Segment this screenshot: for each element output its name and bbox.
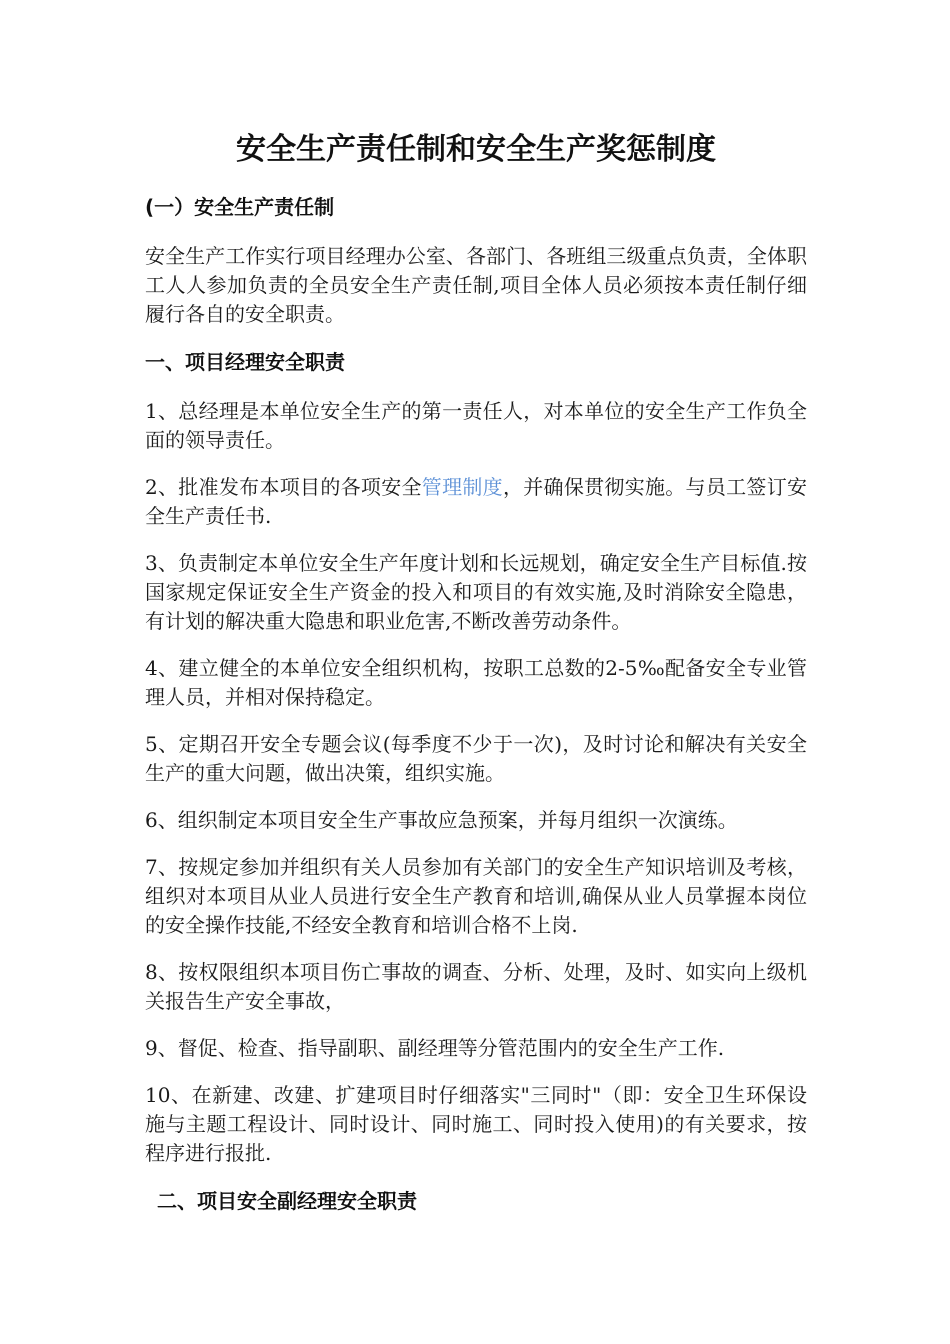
list-item: 10、在新建、改建、扩建项目时仔细落实"三同时"（即：安全卫生环保设施与主题工程设计、同时设计、同时施工、同时投入使用)的有关要求，按程序进行报批.: [145, 1083, 807, 1165]
list-item: 1、总经理是本单位安全生产的第一责任人，对本单位的安全生产工作负全面的领导责任。: [145, 399, 807, 452]
section-heading: (一）安全生产责任制: [145, 195, 335, 219]
list-item: 6、组织制定本项目安全生产事故应急预案，并每月组织一次演练。: [145, 808, 738, 832]
list-item: 7、按规定参加并组织有关人员参加有关部门的安全生产知识培训及考核，组织对本项目从业人员进行安全生产教育和培训,确保从业人员掌握本岗位的安全操作技能,不经安全教育和培训合格不上岗.: [145, 855, 807, 937]
item-text: 2、批准发布本项目的各项安全: [145, 475, 422, 499]
list-item: 3、负责制定本单位安全生产年度计划和长远规划，确定安全生产目标值.按国家规定保证安全生产资金的投入和项目的有效实施,及时消除安全隐患，有计划的解决重大隐患和职业危害,不断改善劳动条件。: [145, 551, 807, 633]
intro-paragraph: 安全生产工作实行项目经理办公室、各部门、各班组三级重点负责，全体职工人人参加负责的全员安全生产责任制,项目全体人员必须按本责任制仔细履行各自的安全职责。: [145, 244, 807, 326]
list-item: 5、定期召开安全专题会议(每季度不少于一次)，及时讨论和解决有关安全生产的重大问题，做出决策，组织实施。: [145, 732, 807, 785]
list-item: 8、按权限组织本项目伤亡事故的调查、分析、处理，及时、如实向上级机关报告生产安全事故，: [145, 960, 807, 1013]
item-text: ，并确保贯彻实施。与员工签订安全生产责任书.: [145, 475, 808, 528]
heading-deputy-manager-duties: 二、项目安全副经理安全职责: [157, 1189, 417, 1213]
list-item: 4、建立健全的本单位安全组织机构，按职工总数的2-5‰配备安全专业管理人员，并相对保持稳定。: [145, 656, 807, 709]
list-item: [145, 473, 807, 531]
document-body: [145, 128, 807, 1236]
heading-project-manager-duties: 一、项目经理安全职责: [145, 350, 345, 374]
document-title: 安全生产责任制和安全生产奖惩制度: [236, 132, 716, 167]
list-item: 9、督促、检查、指导副职、副经理等分管范围内的安全生产工作.: [145, 1036, 725, 1060]
management-system-link[interactable]: 管理制度: [421, 475, 503, 499]
